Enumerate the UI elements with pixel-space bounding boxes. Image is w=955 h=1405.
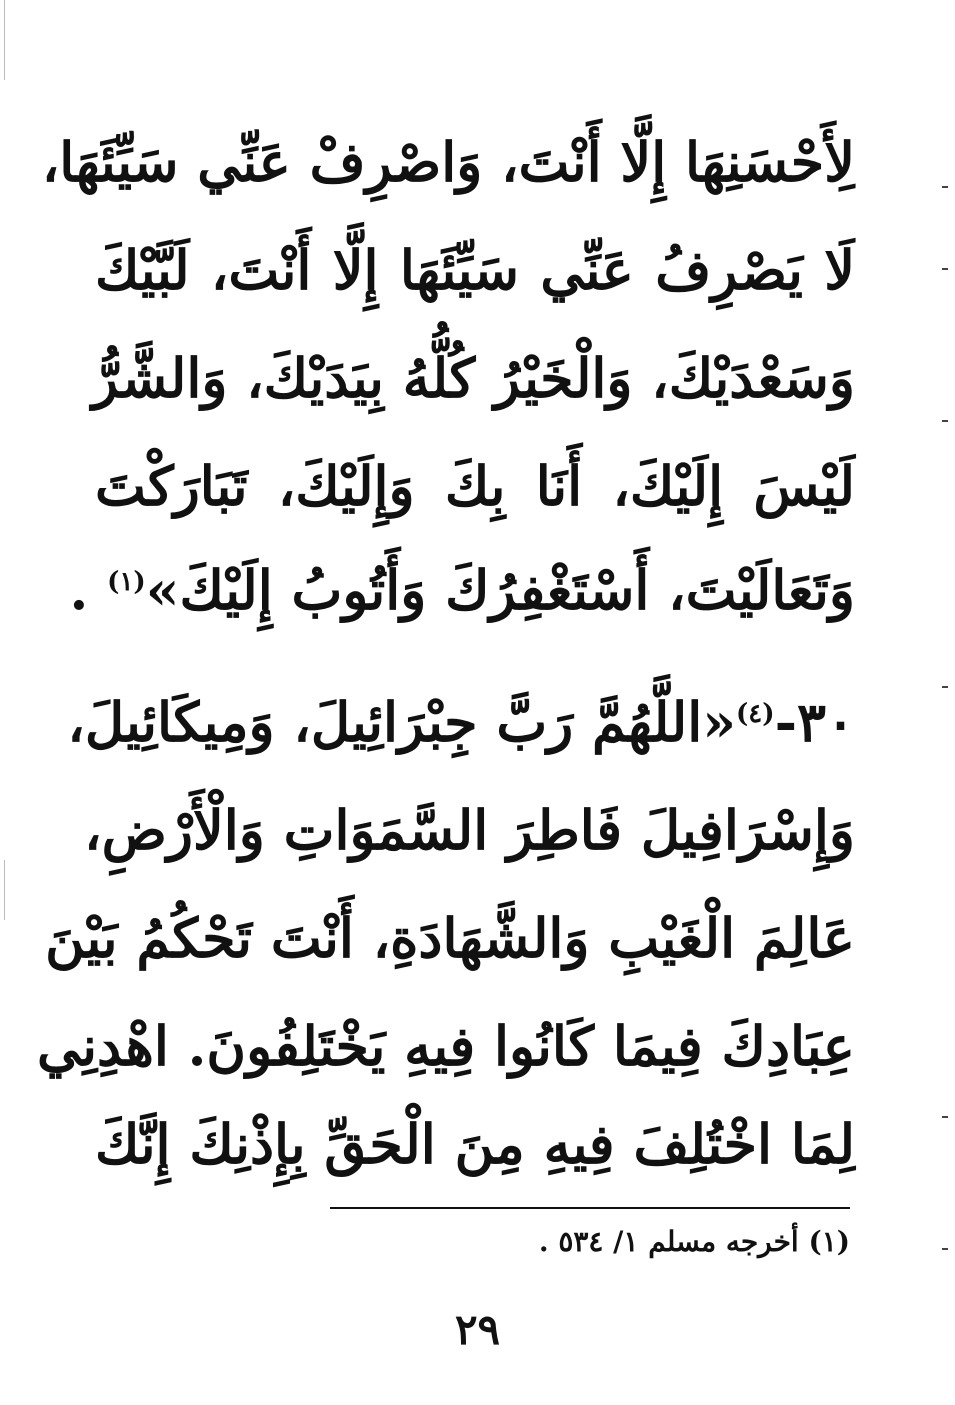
footnote-text: (١) أخرجه مسلم ١/ ٥٣٤ . xyxy=(538,1225,850,1258)
text-line: لِأَحْسَنِهَا إِلَّا أَنْتَ، وَاصْرِفْ عَنِّي سَيِّئَهَا، xyxy=(41,130,855,194)
margin-tick xyxy=(942,186,948,188)
text-line-content: «اللَّهُمَّ رَبَّ جِبْرَائِيلَ، وَمِيكَائِيلَ، xyxy=(67,690,736,754)
text-line: وَإِسْرَافِيلَ فَاطِرَ السَّمَوَاتِ وَالْأَرْضِ، xyxy=(84,798,855,862)
text-line-content: وَتَعَالَيْتَ، أَسْتَغْفِرُكَ وَأَتُوبُ إِلَيْكَ» xyxy=(145,558,855,622)
margin-tick xyxy=(942,420,948,422)
margin-tick xyxy=(942,268,948,270)
line-end-mark: . xyxy=(69,558,108,622)
text-line: عَالِمَ الْغَيْبِ وَالشَّهَادَةِ، أَنْتَ تَحْكُمُ بَيْنَ xyxy=(45,906,855,970)
text-line: وَسَعْدَيْكَ، وَالْخَيْرُ كُلُّهُ بِيَدَيْكَ، وَالشَّرُّ xyxy=(91,346,855,410)
margin-tick xyxy=(942,1116,948,1118)
margin-tick xyxy=(942,686,948,688)
text-line-last xyxy=(69,545,855,635)
page-number: ٢٩ xyxy=(454,1305,501,1354)
scan-edge-mark xyxy=(4,0,5,80)
text-line: لَيْسَ إِلَيْكَ، أَنَا بِكَ وَإِلَيْكَ، تَبَارَكْتَ xyxy=(95,454,855,518)
text-line: عِبَادِكَ فِيمَا كَانُوا فِيهِ يَخْتَلِفُونَ. اهْدِنِي xyxy=(36,1014,855,1078)
margin-tick xyxy=(942,1248,948,1250)
text-line: لِمَا اخْتُلِفَ فِيهِ مِنَ الْحَقِّ بِإِذْنِكَ إِنَّكَ xyxy=(95,1112,855,1176)
reference-marker: (٤) xyxy=(735,699,775,729)
text-line: لَا يَصْرِفُ عَنِّي سَيِّئَهَا إِلَّا أَنْتَ، لَبَّيْكَ xyxy=(95,238,855,302)
footnote-divider xyxy=(330,1207,850,1209)
scan-edge-mark xyxy=(4,860,5,920)
dua-number: ٣٠- xyxy=(774,690,855,754)
footnote-reference: (١) xyxy=(107,567,146,597)
dua-heading-line xyxy=(67,677,855,767)
